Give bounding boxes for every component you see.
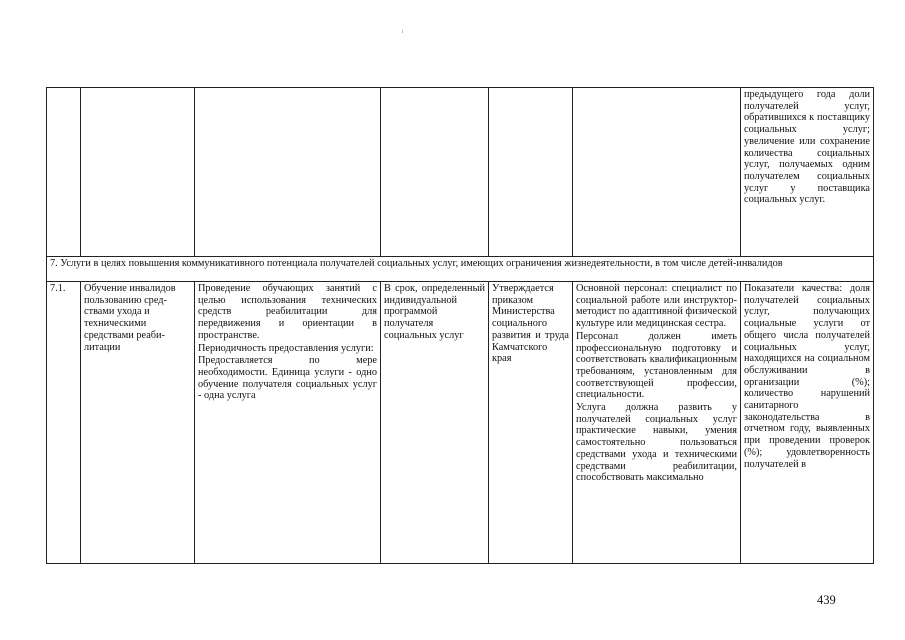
cell-empty xyxy=(573,88,741,257)
section-header-row xyxy=(47,257,874,282)
cell-description xyxy=(195,282,381,564)
page-number: 439 xyxy=(817,593,836,607)
description-paragraph: Периодичность предоставления услуги: xyxy=(198,342,374,354)
cell-conditions xyxy=(573,282,741,564)
cell-indicators: Показатели качества: доля получателей социальных услуг, получающих социальные услуги от общего числа получателей социальных услуг, находящихся на социальном обслуживании в организации (%); количество нарушений санитарного законодательства в отчетном году, выявленных при проведении проверок (%); удовлетворенность получателей в xyxy=(741,282,874,564)
services-table xyxy=(46,87,874,564)
description-paragraph: Проведение обучающих занятий с целью использования технических средств реабилитации для передвижения и ориентации в пространстве. xyxy=(198,283,377,341)
cell-empty xyxy=(489,88,573,257)
cell-service-name: Обучение инвалидов пользованию сред-ствами ухода и техническими средствами реаби-литации xyxy=(81,282,195,564)
table-row-previous xyxy=(47,88,874,257)
table-row-7-1 xyxy=(47,282,874,564)
cell-tariff: Утверждается приказом Министерства социального развития и труда Камчатского края xyxy=(489,282,573,564)
conditions-paragraph: Основной персонал: специалист по социальной работе или инструктор-методист по адаптивной физической культуре или медицинская сестра. xyxy=(576,283,737,330)
cell-empty xyxy=(81,88,195,257)
cell-term: В срок, определенный индивидуальной программой получателя социальных услуг xyxy=(381,282,489,564)
cell-number: 7.1. xyxy=(47,282,81,564)
description-paragraph: Предоставляется по мере необходимости. Единица услуги - одно обучение получателя социальных услуг - одна услуга xyxy=(198,355,377,402)
section-header: 7. Услуги в целях повышения коммуникативного потенциала получателей социальных услуг, имеющих ограничения жизнедеятельности, в том числе детей-инвалидов xyxy=(47,257,874,282)
scan-mark xyxy=(402,30,403,33)
conditions-paragraph: Услуга должна развить у получателей социальных услуг практические навыки, умения самостоятельно пользоваться средствами ухода и техническими средствами реабилитации, способствовать максимально xyxy=(576,402,737,484)
conditions-paragraph: Персонал должен иметь профессиональную подготовку и соответствовать квалификационным требованиям, установленным для соответствующей профессии, специальности. xyxy=(576,330,737,401)
cell-empty xyxy=(195,88,381,257)
cell-empty xyxy=(47,88,81,257)
cell-empty xyxy=(381,88,489,257)
cell-indicators-continued: предыдущего года доли получателей услуг, обратившихся к поставщику социальных услуг; увеличение или сохранение количества социальных услуг, получаемых одним получателем социальных услуг у поставщика социальных услуг. xyxy=(741,88,874,257)
